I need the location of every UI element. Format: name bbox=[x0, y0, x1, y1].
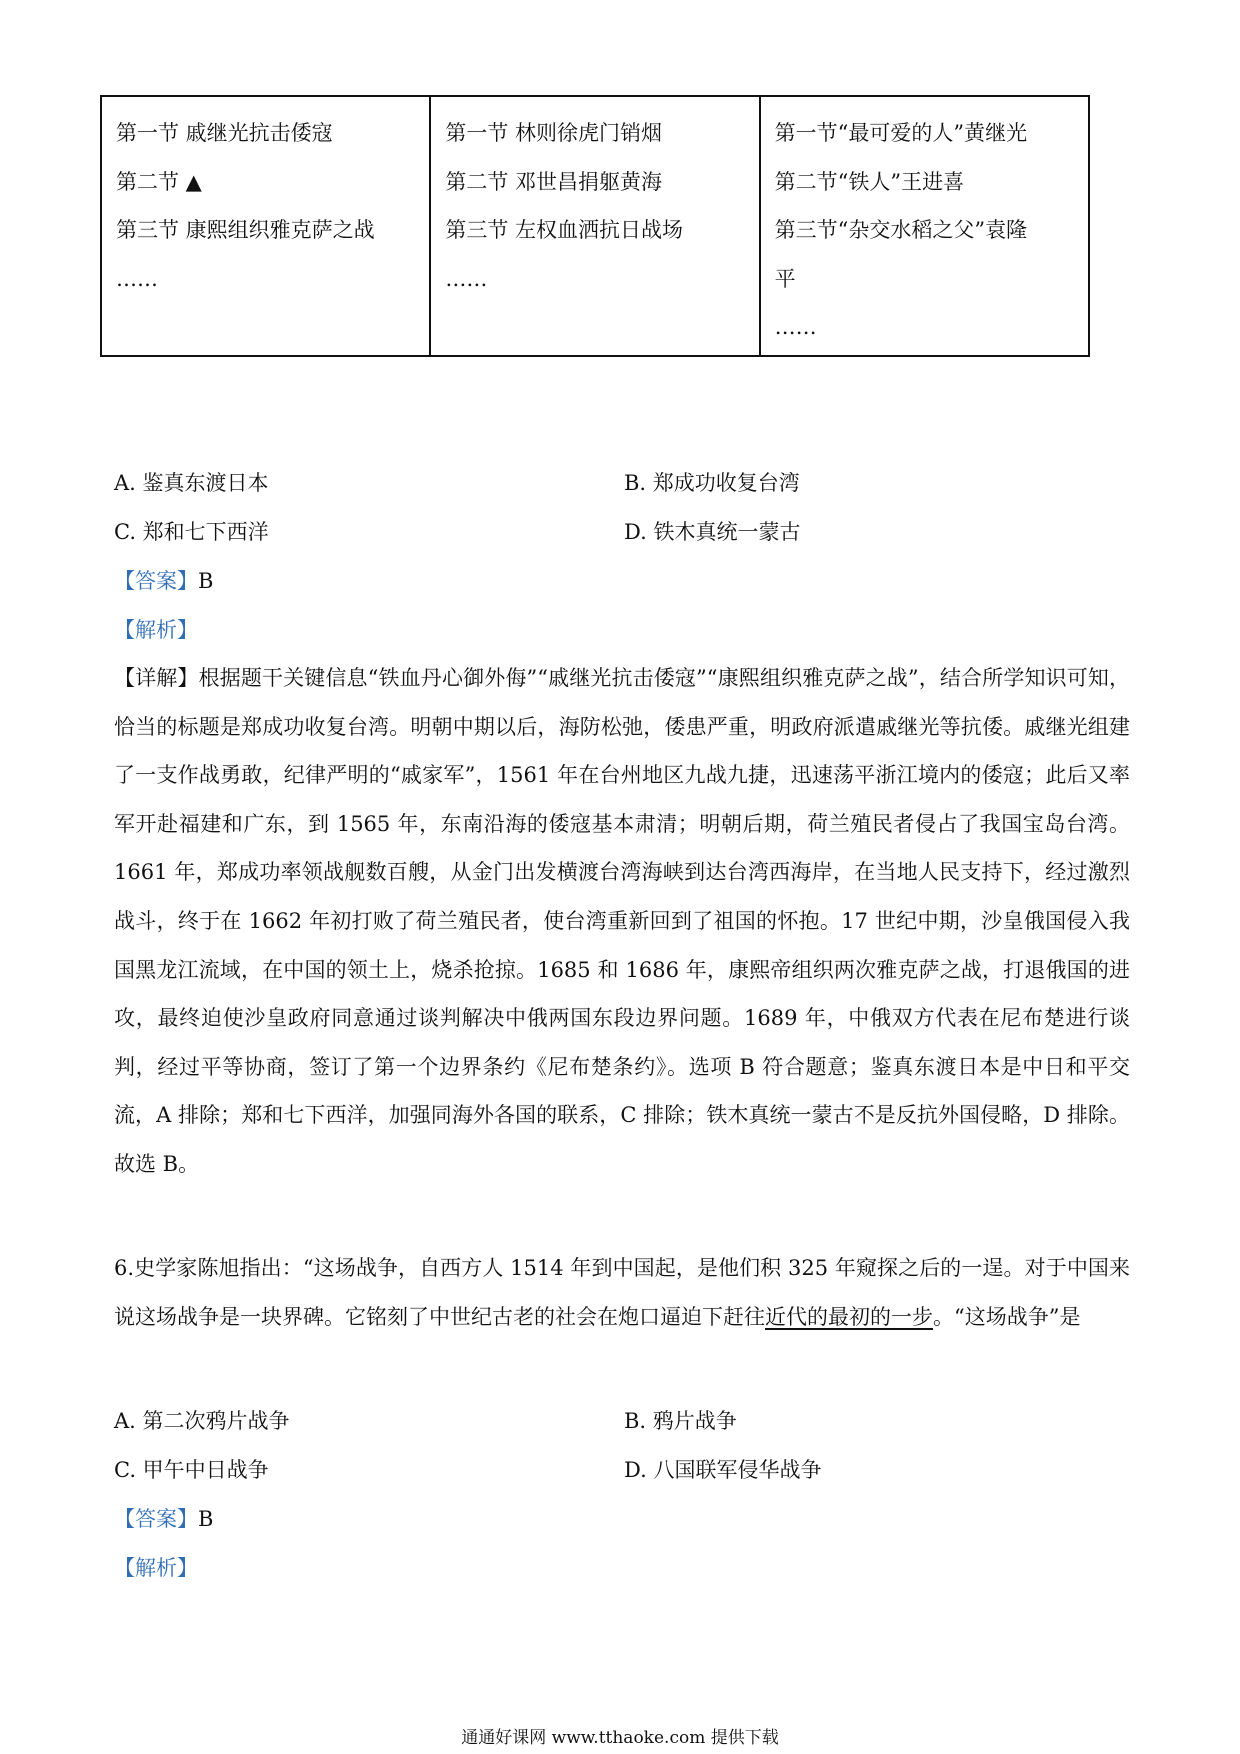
answer-value: B bbox=[198, 569, 214, 593]
q5-detail-paragraph bbox=[114, 654, 1130, 1189]
detail-text: 根据题干关键信息“铁血丹心御外侮”“戚继光抗击倭寇”“康熙组织雅克萨之战”，结合所学知识可知，恰当的标题是郑成功收复台湾。明朝中期以后，海防松弛，倭患严重，明政府派遣戚继光等抗倭。戚继光组建了一支作战勇敢，纪律严明的“戚家军”，1561 年在台州地区九战九捷，迅速荡平浙江境内的倭寇；此后又率军开赴福建和广东，到 1565 年，东南沿海的倭寇基本肃清；明朝后期，荷兰殖民者侵占了我国宝岛台湾。1661 年，郑成功率领战舰数百艘，从金门出发横渡台湾海峡到达台湾西海岸，在当地人民支持下，经过激烈战斗，终于在 1662 年初打败了荷兰殖民者，使台湾重新回到了祖国的怀抱。17 世纪中期，沙皇俄国侵入我国黑龙江流域，在中国的领土上，烧杀抢掠。1685 和 1686 年，康熙帝组织两次雅克萨之战，打退俄国的进攻，最终迫使沙皇政府同意通过谈判解决中俄两国东段边界问题。1689 年，中俄双方代表在尼布楚进行谈判，经过平等协商，签订了第一个边界条约《尼布楚条约》。选项 B 符合题意；鉴真东渡日本是中日和平交流，A 排除；郑和七下西洋，加强同海外各国的联系，C 排除；铁木真统一蒙古不是反抗外国侵略，D 排除。故选 B。 bbox=[114, 666, 1131, 1176]
table-column-3 bbox=[760, 96, 1089, 356]
table-line: …… bbox=[445, 266, 488, 291]
answer-tag: 【答案】 bbox=[114, 1507, 198, 1531]
table-line: 第二节 邓世昌捐躯黄海 bbox=[445, 169, 663, 194]
table-line: 平 bbox=[774, 266, 796, 291]
answer-value: B bbox=[198, 1507, 214, 1531]
table-column-2 bbox=[430, 96, 759, 356]
q6-analysis-tag bbox=[114, 1553, 198, 1583]
q5-option-b: B. 郑成功收复台湾 bbox=[624, 471, 800, 495]
table-line: 第三节“杂交水稻之父”袁隆 bbox=[774, 218, 1028, 242]
table-line: 第三节 左权血洒抗日战场 bbox=[445, 218, 684, 242]
q6-option-d: D. 八国联军侵华战争 bbox=[624, 1458, 822, 1482]
table-line: 第二节 ▲ bbox=[116, 169, 202, 194]
table-line: 第一节 林则徐虎门销烟 bbox=[445, 121, 663, 145]
q6-option-c: C. 甲午中日战争 bbox=[114, 1458, 269, 1482]
q5-option-c: C. 郑和七下西洋 bbox=[114, 520, 269, 544]
table-line: 第三节 康熙组织雅克萨之战 bbox=[116, 218, 375, 242]
q5-option-a: A. 鉴真东渡日本 bbox=[114, 471, 269, 495]
chapter-table bbox=[100, 95, 1090, 357]
q6-stem bbox=[114, 1244, 1130, 1341]
q5-option-d: D. 铁木真统一蒙古 bbox=[624, 520, 801, 544]
q6-stem-underlined: 近代的最初的一步 bbox=[765, 1304, 933, 1329]
q6-stem-before: 6.史学家陈旭指出：“这场战争，自西方人 1514 年到中国起，是他们积 325 年窥探之后的一逞。对于中国来说这场战争是一块界碑。它铭刻了中世纪古老的社会在炮口逼迫下赶往 bbox=[114, 1256, 1130, 1329]
page-footer: 通通好课网 www.tthaoke.com 提供下载 bbox=[461, 1728, 779, 1748]
analysis-tag: 【解析】 bbox=[114, 1556, 198, 1580]
table-line: 第二节“铁人”王进喜 bbox=[774, 169, 965, 194]
table-column-1 bbox=[101, 96, 430, 356]
table-line: …… bbox=[774, 315, 817, 339]
q6-option-b: B. 鸦片战争 bbox=[624, 1409, 737, 1433]
analysis-tag: 【解析】 bbox=[114, 618, 198, 642]
answer-tag: 【答案】 bbox=[114, 569, 198, 593]
detail-tag: 【详解】 bbox=[114, 666, 199, 690]
table-line: …… bbox=[116, 266, 158, 291]
table-line: 第一节“最可爱的人”黄继光 bbox=[774, 121, 1028, 145]
q5-answer bbox=[114, 566, 213, 596]
q6-answer bbox=[114, 1504, 213, 1534]
q6-option-a: A. 第二次鸦片战争 bbox=[114, 1409, 290, 1433]
table-line: 第一节 戚继光抗击倭寇 bbox=[116, 121, 333, 145]
q5-analysis-tag bbox=[114, 615, 198, 645]
q6-stem-after: 。“这场战争”是 bbox=[933, 1304, 1081, 1329]
